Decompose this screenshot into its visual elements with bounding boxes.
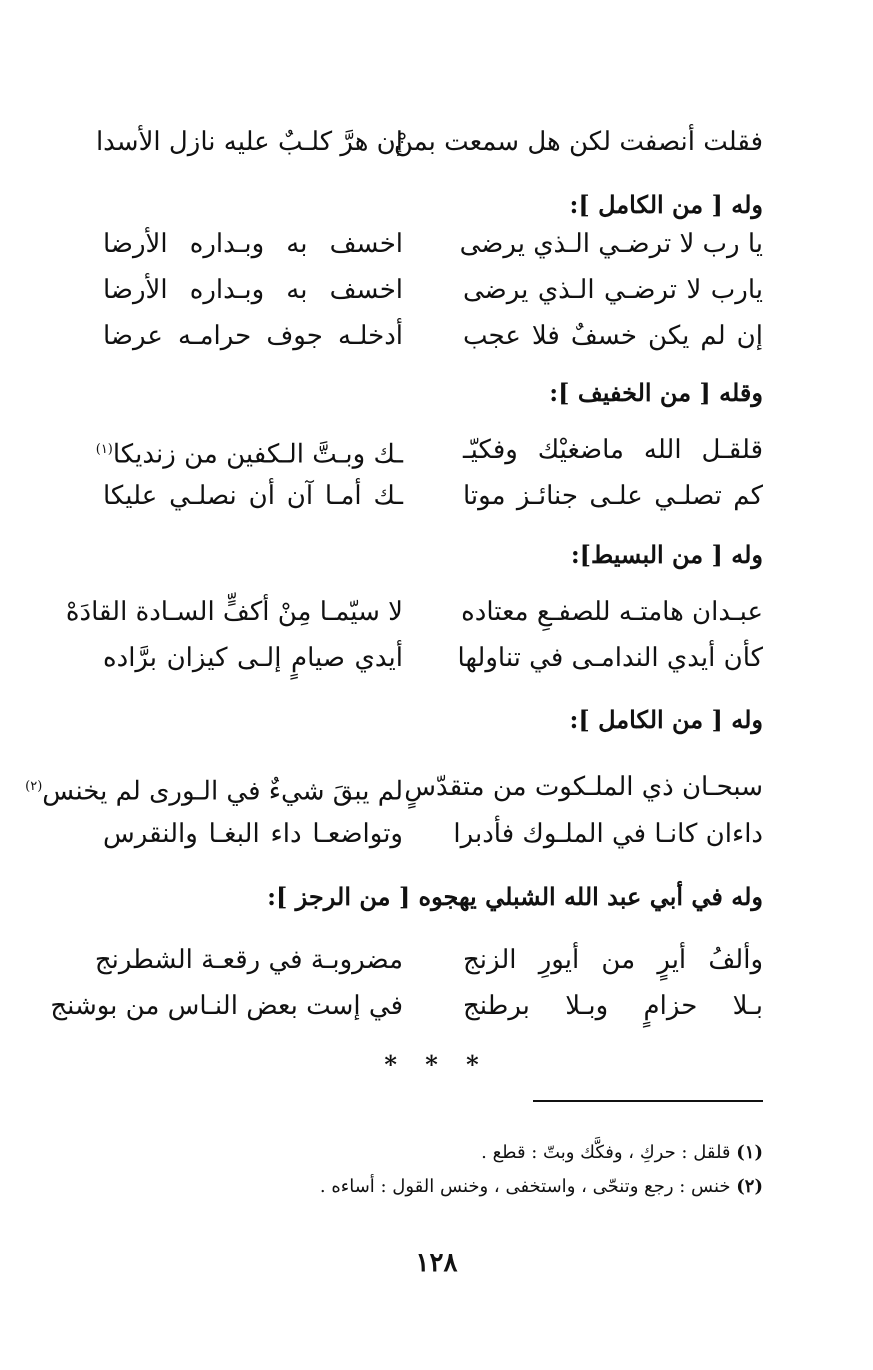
hemistich-first: فقلت أنصفت لكن هل سمعت بمنْ: [393, 127, 763, 157]
hemistich-first: وألفُ أيرٍ من أيورِ الزنج: [463, 945, 763, 975]
footnote-text: قلقل : حركِ ، وفكَّك وبتّ : قطع .: [481, 1142, 731, 1163]
verse: [94, 938, 763, 982]
footnote-text: خنس : رجع وتنحّى ، واستخفى ، وخنس القول : أساءه .: [319, 1176, 731, 1197]
verse: [103, 314, 763, 358]
hemistich-second: [95, 428, 403, 477]
hemistich-second: اخسف به وبـداره الأرضا: [103, 229, 403, 259]
hemistich-second: مضروبـة في رقعـة الشطرنج: [94, 945, 403, 975]
verse-opening: [95, 120, 763, 164]
hemistich-second: اخسف به وبـداره الأرضا: [103, 275, 403, 305]
hemistich-first: يا رب لا ترضـي الـذي يرضى: [459, 229, 763, 259]
section-heading-3: وله [ من البسيط]:: [570, 540, 763, 569]
page-number: ١٢٨: [415, 1248, 458, 1278]
hemistich-first: إن لم يكن خسفٌ فلا عجب: [463, 321, 763, 351]
verse: [95, 428, 763, 472]
footnote-mark: (١): [95, 442, 113, 457]
footnote-number: (١): [736, 1142, 763, 1163]
footnote-number: (٢): [736, 1176, 763, 1197]
hemistich-second: أيدي صيامٍ إلـى كيزان برَّاده: [103, 643, 403, 673]
section-heading-4: وله [ من الكامل ]:: [569, 705, 763, 734]
hemistich-first: عبـدان هامتـه للصفـعِ معتاده: [461, 597, 763, 627]
hemistich-text: لم يبقَ شيءٌ في الـورى لم يخنس: [42, 776, 403, 807]
hemistich-second: [25, 765, 403, 814]
hemistich-first: كأن أيدي الندامـى في تناولها: [457, 643, 763, 673]
hemistich-first: يارب لا ترضـي الـذي يرضى: [463, 275, 763, 305]
footnote-mark: (٢): [25, 779, 43, 794]
hemistich-first: بـلا حزامٍ وبـلا برطنج: [463, 991, 763, 1021]
verse: [50, 984, 763, 1028]
section-heading-2: وقله [ من الخفيف ]:: [549, 378, 763, 407]
hemistich-second: لا سيّمـا مِنْ أكفٍّ السـادة القادَهْ: [65, 597, 403, 627]
hemistich-second: وتواضعـا داء البغـا والنقرس: [103, 819, 403, 849]
footnote-2: [320, 1172, 763, 1202]
hemistich-first: قلقـل الله ماضغيْك وفكيّـ: [463, 435, 763, 465]
verse: [65, 590, 763, 634]
section-heading-1: وله [ من الكامل ]:: [569, 190, 763, 219]
footnote-1: [481, 1138, 763, 1168]
verse: [25, 765, 763, 809]
section-heading-5: وله في أبي عبد الله الشبلي يهجوه [ من الرجز ]:: [267, 882, 763, 911]
hemistich-second: ـك أمـا آن أن نصلـي عليكا: [103, 481, 403, 511]
footnote-rule: [533, 1100, 763, 1102]
verse: [103, 812, 763, 856]
hemistich-first: سبحـان ذي الملـكوت من متقدّسٍ: [404, 772, 763, 802]
section-separator: * * *: [384, 1050, 489, 1079]
verse: [103, 222, 763, 266]
hemistich-second: إن هرَّ كلـبٌ عليه نازل الأسدا: [95, 127, 403, 157]
hemistich-text: ـك وبـتَّ الـكفين من زنديكا: [112, 439, 403, 470]
hemistich-second: في إست بعض النـاس من بوشنج: [50, 991, 403, 1021]
verse: [103, 268, 763, 312]
hemistich-second: أدخلـه جوف حرامـه عرضا: [103, 321, 403, 351]
hemistich-first: كم تصلـي علـى جنائـز موتا: [463, 481, 763, 511]
hemistich-first: داءان كانـا في الملـوك فأدبرا: [453, 819, 763, 849]
verse: [103, 636, 763, 680]
verse: [103, 474, 763, 518]
